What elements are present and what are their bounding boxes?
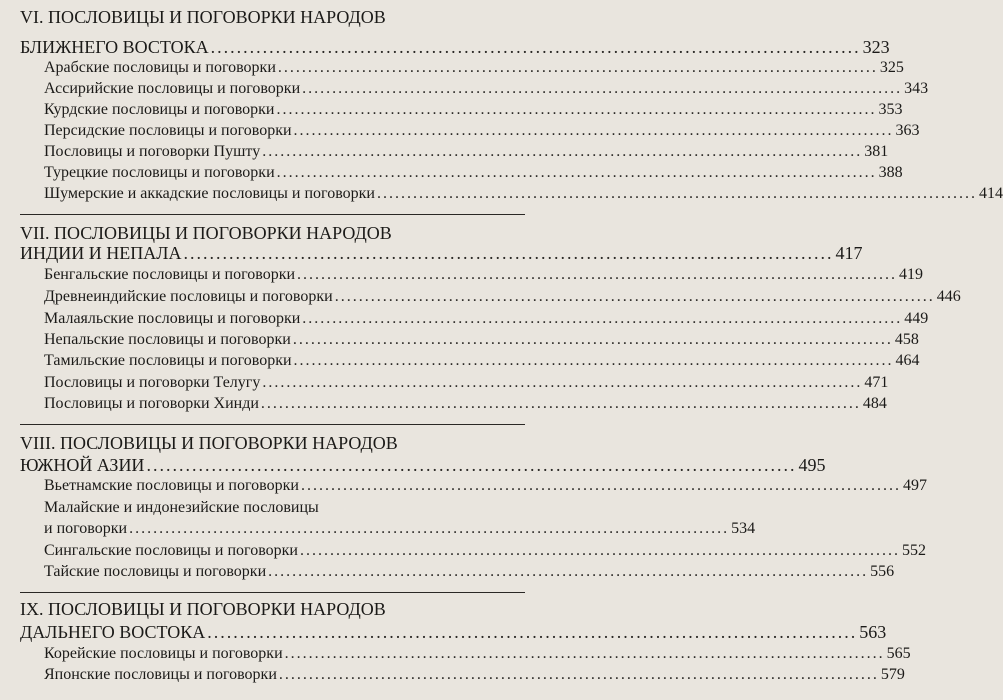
toc-entry[interactable] <box>44 141 889 163</box>
toc-entry-section[interactable] <box>20 242 863 264</box>
page-number: 343 <box>904 80 929 97</box>
toc-entry[interactable] <box>44 372 889 394</box>
leader-dots: .................................................................................................... <box>334 288 935 305</box>
page-number: 565 <box>886 645 911 662</box>
leader-dots: .................................................................................................... <box>262 143 863 160</box>
section-heading-line2: БЛИЖНЕГО ВОСТОКА <box>20 37 209 57</box>
toc-entry[interactable] <box>44 475 927 497</box>
entry-label: Пословицы и поговорки Хинди <box>44 395 259 412</box>
page-number: 497 <box>902 477 927 494</box>
entry-label: Тайские пословицы и поговорки <box>44 563 267 580</box>
leader-dots: .................................................................................................... <box>146 455 797 475</box>
toc-entry[interactable] <box>44 183 1003 205</box>
page-number: 458 <box>894 331 919 348</box>
entry-label: Турецкие пословицы и поговорки <box>44 164 275 181</box>
toc-entry[interactable] <box>44 120 920 142</box>
leader-dots: .................................................................................................... <box>207 622 858 642</box>
leader-dots: .................................................................................................... <box>302 310 903 327</box>
entry-label: Малаяльские пословицы и поговорки <box>44 310 301 327</box>
toc-entry[interactable] <box>44 286 961 308</box>
page-number: 552 <box>901 542 926 559</box>
page-number: 495 <box>798 455 826 475</box>
entry-label: Арабские пословицы и поговорки <box>44 59 276 76</box>
entry-label: Курдские пословицы и поговорки <box>44 101 275 118</box>
entry-label: Шумерские и аккадские пословицы и поговорки <box>44 185 375 202</box>
entry-label: Персидские пословицы и поговорки <box>44 122 292 139</box>
leader-dots: .................................................................................................... <box>278 666 879 683</box>
toc-entry[interactable] <box>44 643 911 665</box>
leader-dots: .................................................................................................... <box>377 185 977 202</box>
page-number: 471 <box>864 374 889 391</box>
section-heading <box>20 222 525 244</box>
leader-dots: .................................................................................................... <box>293 122 894 139</box>
toc-entry[interactable] <box>44 308 929 330</box>
page-number: 534 <box>731 520 756 537</box>
entry-label: Сингальские пословицы и поговорки <box>44 542 298 559</box>
entry-label: Корейские пословицы и поговорки <box>44 645 283 662</box>
leader-dots: .................................................................................................... <box>299 542 900 559</box>
toc-entry[interactable] <box>44 664 905 686</box>
entry-label: Тамильские пословицы и поговорки <box>44 352 292 369</box>
section-heading-line2: ИНДИИ И НЕПАЛА <box>20 243 182 263</box>
leader-dots: .................................................................................................... <box>302 80 903 97</box>
page-number: 484 <box>862 395 887 412</box>
toc-entry[interactable] <box>44 393 887 415</box>
section-heading <box>20 598 525 620</box>
section-heading-line2: ДАЛЬНЕГО ВОСТОКА <box>20 622 206 642</box>
section-divider <box>20 424 525 425</box>
page-number: 417 <box>835 243 863 263</box>
entry-label: Ассирийские пословицы и поговорки <box>44 80 301 97</box>
section-heading-line1: VII. ПОСЛОВИЦЫ И ПОГОВОРКИ НАРОДОВ <box>20 223 392 243</box>
toc-entry[interactable] <box>44 329 919 351</box>
section-heading-line1: IX. ПОСЛОВИЦЫ И ПОГОВОРКИ НАРОДОВ <box>20 599 386 619</box>
page-number: 381 <box>864 143 889 160</box>
entry-label: Древнеиндийские пословицы и поговорки <box>44 288 333 305</box>
leader-dots: .................................................................................................... <box>183 243 834 263</box>
leader-dots: .................................................................................................... <box>276 101 877 118</box>
toc-entry[interactable] <box>44 540 926 562</box>
leader-dots: .................................................................................................... <box>276 164 877 181</box>
leader-dots: .................................................................................................... <box>260 395 861 412</box>
toc-entry[interactable] <box>44 518 756 540</box>
leader-dots: .................................................................................................... <box>300 477 901 494</box>
page-number: 388 <box>878 164 903 181</box>
toc-entry-section[interactable] <box>20 36 890 58</box>
section-heading <box>20 6 525 28</box>
page-number: 556 <box>870 563 895 580</box>
leader-dots: .................................................................................................... <box>129 520 730 537</box>
toc-entry[interactable] <box>44 561 895 583</box>
toc-entry[interactable] <box>44 350 920 372</box>
entry-label: Бенгальские пословицы и поговорки <box>44 266 296 283</box>
leader-dots: .................................................................................................... <box>297 266 898 283</box>
section-heading-line1: VIII. ПОСЛОВИЦЫ И ПОГОВОРКИ НАРОДОВ <box>20 433 398 453</box>
leader-dots: .................................................................................................... <box>210 37 861 57</box>
page-number: 419 <box>899 266 924 283</box>
toc-entry[interactable] <box>44 264 924 286</box>
section-divider <box>20 214 525 215</box>
page-number: 464 <box>895 352 920 369</box>
toc-entry[interactable] <box>44 57 904 79</box>
toc-entry[interactable] <box>44 78 929 100</box>
entry-label-line2: и поговорки <box>44 520 128 537</box>
page-number: 446 <box>936 288 961 305</box>
entry-label: Вьетнамские пословицы и поговорки <box>44 477 299 494</box>
toc-entry-section[interactable] <box>20 454 826 476</box>
entry-label-line1[interactable]: Малайские и индонезийские пословицы <box>44 499 319 516</box>
entry-label: Пословицы и поговорки Телугу <box>44 374 261 391</box>
page-number: 323 <box>862 37 890 57</box>
page-number: 414 <box>979 185 1003 202</box>
page-number: 449 <box>904 310 929 327</box>
section-divider <box>20 592 525 593</box>
entry-label: Японские пословицы и поговорки <box>44 666 277 683</box>
page-number: 353 <box>878 101 903 118</box>
leader-dots: .................................................................................................... <box>277 59 878 76</box>
page-number: 563 <box>859 622 887 642</box>
entry-label: Пословицы и поговорки Пушту <box>44 143 261 160</box>
leader-dots: .................................................................................................... <box>262 374 863 391</box>
toc-entry-section[interactable] <box>20 621 887 643</box>
entry-label: Непальские пословицы и поговорки <box>44 331 291 348</box>
leader-dots: .................................................................................................... <box>293 352 894 369</box>
page-number: 325 <box>879 59 904 76</box>
page-number: 363 <box>895 122 920 139</box>
page-number: 579 <box>880 666 905 683</box>
toc-entry[interactable] <box>44 162 903 184</box>
toc-entry[interactable] <box>44 99 903 121</box>
leader-dots: .................................................................................................... <box>268 563 869 580</box>
section-heading-line1: VI. ПОСЛОВИЦЫ И ПОГОВОРКИ НАРОДОВ <box>20 7 386 27</box>
leader-dots: .................................................................................................... <box>292 331 893 348</box>
leader-dots: .................................................................................................... <box>284 645 885 662</box>
section-heading-line2: ЮЖНОЙ АЗИИ <box>20 455 145 475</box>
section-heading <box>20 432 525 454</box>
